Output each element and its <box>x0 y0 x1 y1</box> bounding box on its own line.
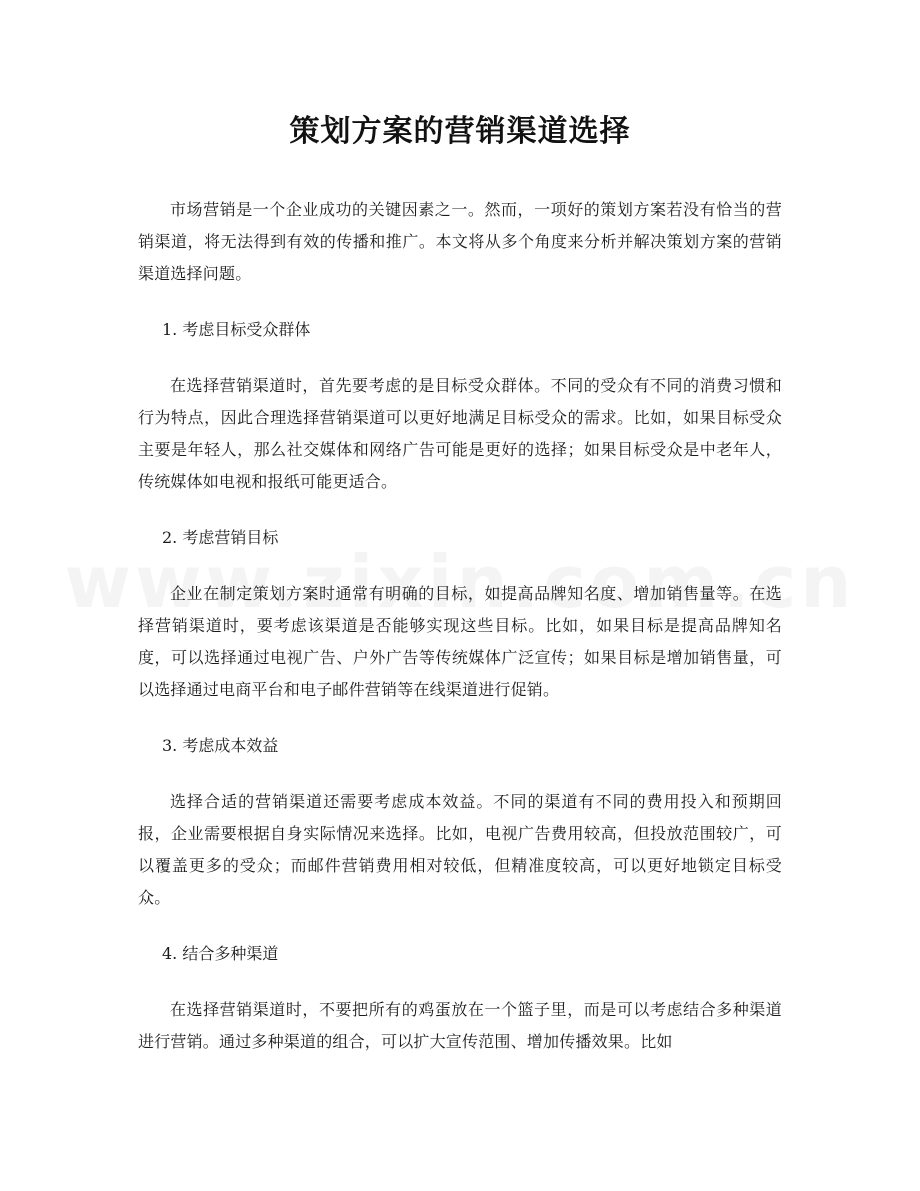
section-heading-1: 1. 考虑目标受众群体 <box>162 320 311 339</box>
section-paragraph-3: 选择合适的营销渠道还需要考虑成本效益。不同的渠道有不同的费用投入和预期回报，企业需要根据自身实际情况来选择。比如，电视广告费用较高，但投放范围较广，可以覆盖更多的受众；而邮件营销费用相对较低，但精准度较高，可以更好地锁定目标受众。 <box>138 792 782 907</box>
section-heading-4: 4. 结合多种渠道 <box>162 944 279 963</box>
section-paragraph-2: 企业在制定策划方案时通常有明确的目标，如提高品牌知名度、增加销售量等。在选择营销渠道时，要考虑该渠道是否能够实现这些目标。比如，如果目标是提高品牌知名度，可以选择通过电视广告、户外广告等传统媒体广泛宣传；如果目标是增加销售量，可以选择通过电商平台和电子邮件营销等在线渠道进行促销。 <box>138 584 782 699</box>
intro-paragraph: 市场营销是一个企业成功的关键因素之一。然而，一项好的策划方案若没有恰当的营销渠道，将无法得到有效的传播和推广。本文将从多个角度来分析并解决策划方案的营销渠道选择问题。 <box>138 200 782 283</box>
section-heading-2: 2. 考虑营销目标 <box>162 528 279 547</box>
document-title: 策划方案的营销渠道选择 <box>289 114 631 149</box>
section-heading-3: 3. 考虑成本效益 <box>162 736 279 755</box>
section-paragraph-1: 在选择营销渠道时，首先要考虑的是目标受众群体。不同的受众有不同的消费习惯和行为特点，因此合理选择营销渠道可以更好地满足目标受众的需求。比如，如果目标受众主要是年轻人，那么社交媒体和网络广告可能是更好的选择；如果目标受众是中老年人，传统媒体如电视和报纸可能更适合。 <box>138 376 782 491</box>
section-paragraph-4: 在选择营销渠道时，不要把所有的鸡蛋放在一个篮子里，而是可以考虑结合多种渠道进行营销。通过多种渠道的组合，可以扩大宣传范围、增加传播效果。比如 <box>138 1000 782 1051</box>
